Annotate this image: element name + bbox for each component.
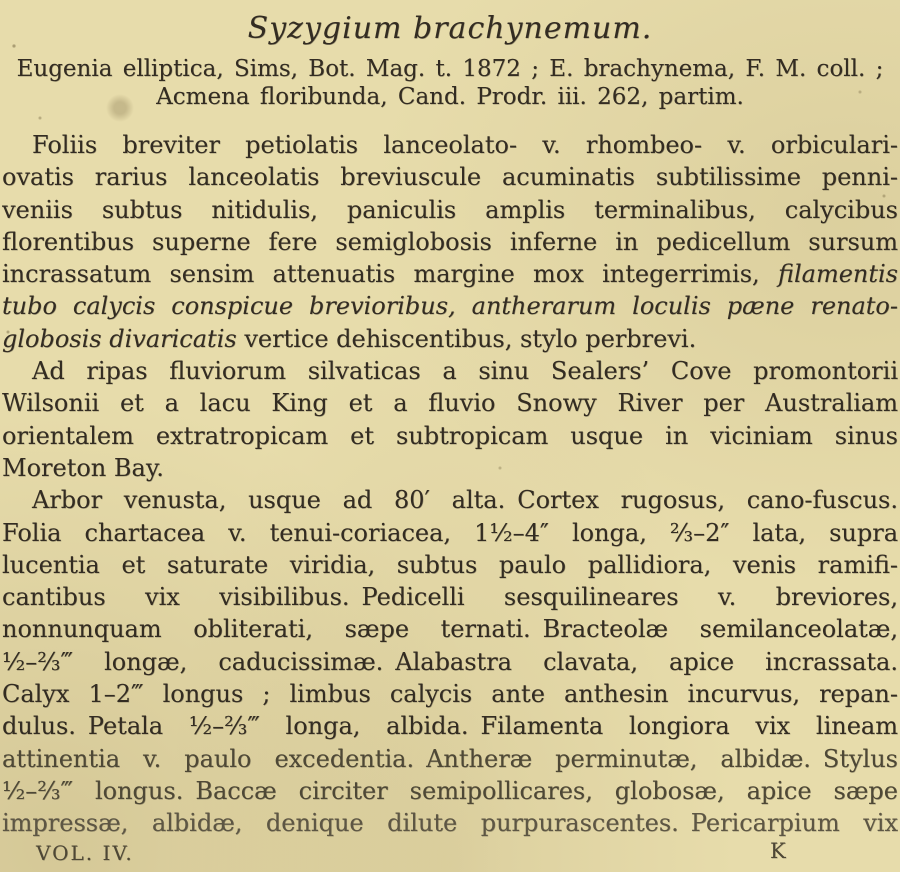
roman-text: impressæ, albidæ, denique dilute purpurascentes. Pericarpium vix — [2, 809, 898, 838]
text-line — [2, 194, 898, 226]
roman-text: Moreton Bay. — [2, 453, 164, 482]
roman-text: Ad ripas fluviorum silvaticas a sinu Sealers’ Cove promontorii — [32, 357, 898, 386]
synonymy-line: Acmena floribunda, Cand. Prodr. iii. 262, partim. — [156, 84, 744, 110]
roman-text: vertice dehiscentibus, stylo perbrevi. — [236, 324, 697, 353]
text-line — [2, 581, 898, 613]
roman-text: Foliis breviter petiolatis lanceolato- v. rhombeo- v. orbiculari- — [32, 131, 898, 159]
roman-text: incrassatum sensim attenuatis margine mox integerrimis, — [2, 260, 778, 289]
roman-text: orientalem extratropicam et subtropicam usque in viciniam sinus — [2, 421, 898, 450]
italic-text: filamentis — [777, 260, 898, 289]
roman-text: ½–⅔‴ longæ, caducissimæ. Alabastra clavata, apice incrassata. — [2, 647, 898, 676]
paragraph — [2, 355, 898, 484]
text-line — [2, 323, 898, 355]
italic-text: globosis divaricatis — [2, 324, 237, 353]
text-line — [2, 710, 898, 742]
text-line — [2, 484, 898, 516]
paragraph — [2, 484, 898, 839]
roman-text: ½–⅔‴ longus. Baccæ circiter semipollicares, globosæ, apice sæpe — [2, 776, 898, 805]
roman-text: nonnunquam obliterati, sæpe ternati. Bracteolæ semilanceolatæ, — [2, 615, 898, 644]
signature-mark: K — [770, 839, 786, 863]
text-line — [2, 355, 898, 387]
volume-label: VOL. IV. — [36, 841, 134, 865]
text-line — [2, 161, 898, 193]
synonymy-block — [0, 55, 900, 111]
italic-text: tubo calycis conspicue brevioribus, antherarum loculis pæne renato- — [2, 292, 898, 321]
roman-text: veniis subtus nitidulis, paniculis amplis terminalibus, calycibus — [2, 195, 898, 224]
text-line — [2, 258, 898, 290]
synonymy-line: Eugenia elliptica, Sims, Bot. Mag. t. 1872 ; E. brachynema, F. M. coll. ; — [16, 56, 884, 82]
roman-text: Folia chartacea v. tenui-coriacea, 1½–4″ longa, ⅔–2″ lata, supra — [2, 518, 898, 547]
text-line — [2, 549, 898, 581]
paragraph — [2, 129, 898, 355]
roman-text: Calyx 1–2‴ longus ; limbus calycis ante anthesin incurvus, repan- — [2, 680, 898, 709]
text-line — [2, 775, 898, 807]
roman-text: ovatis rarius lanceolatis breviuscule acuminatis subtilissime penni- — [2, 163, 898, 192]
roman-text: florentibus superne fere semiglobosis inferne in pedicellum sursum — [2, 227, 898, 256]
text-line — [2, 743, 898, 775]
roman-text: dulus. Petala ½–⅔‴ longa, albida. Filamenta longiora vix lineam — [2, 712, 898, 741]
text-line — [2, 517, 898, 549]
text-line — [2, 290, 898, 322]
roman-text: cantibus vix visibilibus. Pedicelli sesquilineares v. breviores, — [2, 583, 898, 612]
roman-text: attinentia v. paulo excedentia. Antheræ perminutæ, albidæ. Stylus — [2, 744, 898, 773]
text-line — [2, 226, 898, 258]
roman-text: Arbor venusta, usque ad 80′ alta. Cortex rugosus, cano-fuscus. — [32, 486, 898, 515]
species-heading: Syzygium brachynemum. — [247, 11, 653, 46]
roman-text: Wilsonii et a lacu King et a fluvio Snowy River per Australiam — [2, 389, 898, 418]
text-line — [2, 678, 898, 710]
text-line — [2, 387, 898, 419]
document-body — [0, 129, 900, 840]
text-line — [2, 646, 898, 678]
text-line — [2, 807, 898, 839]
text-line — [2, 613, 898, 645]
text-line — [2, 420, 898, 452]
text-line — [2, 129, 898, 161]
roman-text: lucentia et saturate viridia, subtus paulo pallidiora, venis ramifi- — [2, 550, 898, 579]
text-line — [2, 452, 898, 484]
